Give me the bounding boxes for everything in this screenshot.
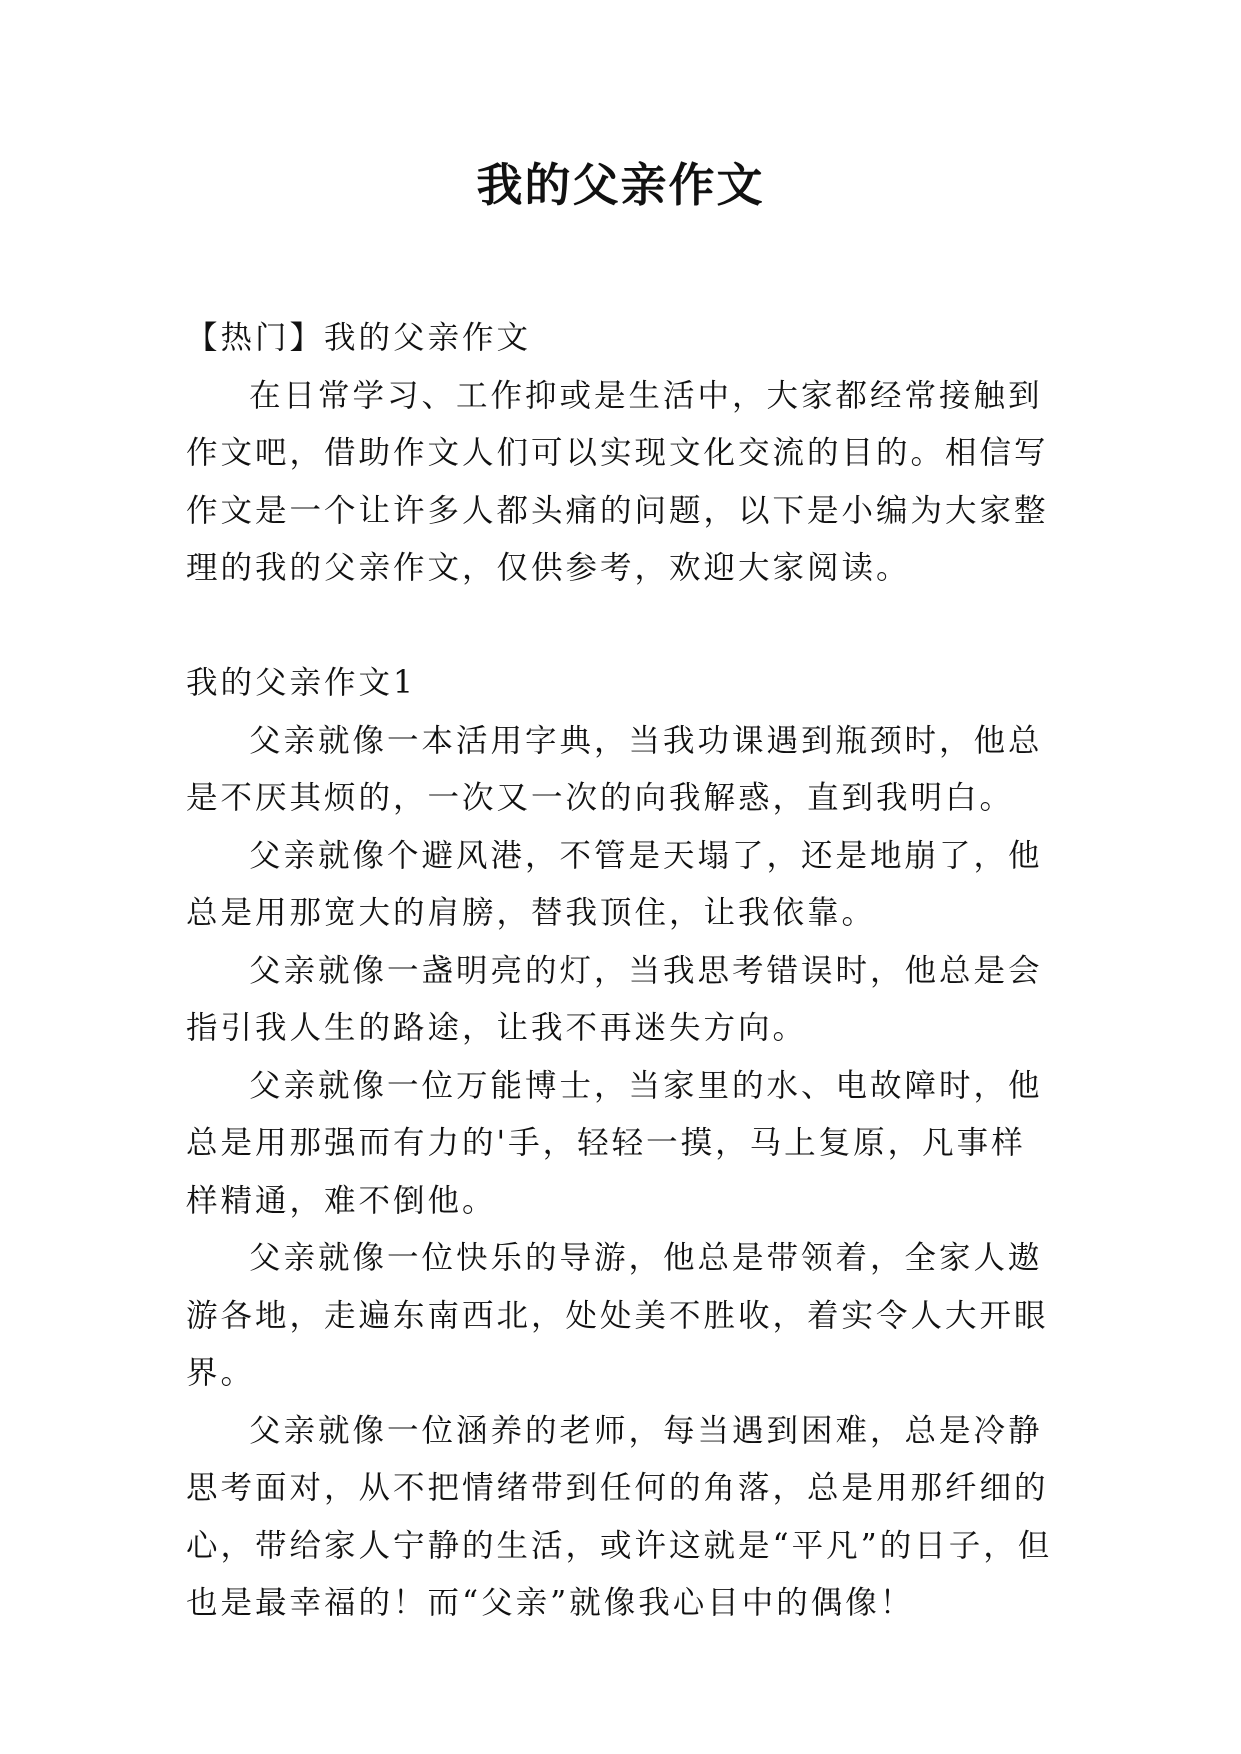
document-subtitle: 【热门】我的父亲作文 — [186, 320, 532, 356]
body-paragraph: 父亲就像一位万能博士，当家里的水、电故障时，他总是用那强而有力的'手，轻轻一摸，马上复原，凡事样样精通，难不倒他。 — [186, 1067, 1043, 1219]
body-paragraph: 父亲就像一本活用字典，当我功课遇到瓶颈时，他总是不厌其烦的，一次又一次的向我解惑，直到我明白。 — [186, 722, 1043, 816]
intro-paragraph: 在日常学习、工作抑或是生活中，大家都经常接触到作文吧，借助作文人们可以实现文化交流的目的。相信写作文是一个让许多人都头痛的问题，以下是小编为大家整理的我的父亲作文，仅供参考，欢迎大家阅读。 — [186, 377, 1049, 586]
body-paragraph: 父亲就像一位涵养的老师，每当遇到困难，总是冷静思考面对，从不把情绪带到任何的角落，总是用那纤细的心，带给家人宁静的生活，或许这就是“平凡”的日子，但也是最幸福的！而“父亲”就像我心目中的偶像！ — [186, 1412, 1053, 1621]
document-title: 我的父亲作文 — [476, 158, 765, 212]
body-paragraph: 父亲就像个避风港，不管是天塌了，还是地崩了，他总是用那宽大的肩膀，替我顶住，让我依靠。 — [186, 837, 1043, 931]
document-body — [186, 310, 1054, 1633]
paragraph-spacer — [186, 598, 1054, 656]
body-paragraph: 父亲就像一位快乐的导游，他总是带领着，全家人遨游各地，走遍东南西北，处处美不胜收，着实令人大开眼界。 — [186, 1240, 1049, 1391]
body-paragraph: 父亲就像一盏明亮的灯，当我思考错误时，他总是会指引我人生的路途，让我不再迷失方向。 — [186, 952, 1043, 1046]
section-heading: 我的父亲作文1 — [186, 665, 417, 701]
